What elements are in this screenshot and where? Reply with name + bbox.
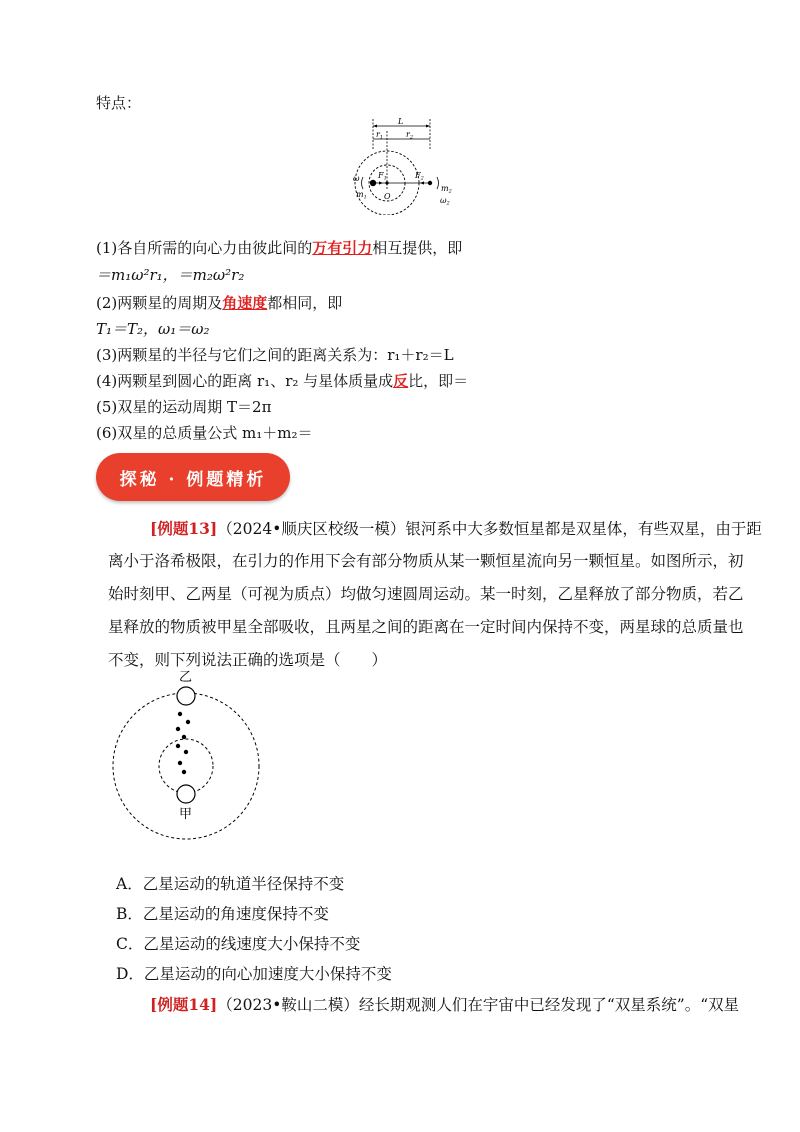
- binary-star-diagram: [350, 115, 460, 215]
- point-5: (5)双星的运动周期 T＝2π: [96, 398, 272, 416]
- example13-line4: 星释放的物质被甲星全部吸收，且两星之间的距离在一定时间内保持不变，两星球的总质量也: [108, 618, 744, 636]
- point-4-keyword: 反: [393, 372, 409, 390]
- label-m1-sub: 1: [363, 194, 367, 201]
- point-1-formula: ＝m₁ω²r₁，＝m₂ω²r₂: [96, 266, 245, 284]
- example14-text1: 经长期观测人们在宇宙中已经发现了“双星系统”。“双星: [358, 996, 740, 1014]
- svg-text:r2: [406, 130, 413, 141]
- example13-line3: 始时刻甲、乙两星（可视为质点）均做匀速圆周运动。某一时刻，乙星释放了部分物质，若乙: [108, 585, 744, 603]
- point-2-text-end: 都相同，即: [267, 294, 343, 312]
- point-2-text: (2)两颗星的周期及: [96, 294, 223, 312]
- label-r2: r: [406, 130, 410, 139]
- label-jia: 甲: [179, 807, 193, 822]
- point-1-text-end: 相互提供，即: [372, 239, 463, 257]
- label-L: L: [398, 117, 404, 126]
- example13-tag: [例题13]: [150, 519, 218, 538]
- label-F1: F: [378, 171, 384, 180]
- point-1: [96, 237, 462, 258]
- option-a: A．乙星运动的轨道半径保持不变: [116, 875, 345, 893]
- point-4: [96, 370, 468, 391]
- mass-transfer-diagram: [108, 666, 268, 846]
- point-4-text-end: 比，即＝: [408, 372, 469, 390]
- example13-source: （2024•顺庆区校级一模）: [217, 520, 406, 538]
- option-b: B．乙星运动的角速度保持不变: [116, 905, 329, 923]
- point-3: (3)两颗星的半径与它们之间的距离关系为：r₁＋r₂＝L: [96, 346, 454, 364]
- example14-line1: [150, 988, 739, 1022]
- label-r1: r: [376, 130, 380, 139]
- svg-text:ω2: [440, 196, 450, 207]
- point-2-keyword: 角速度: [222, 294, 268, 312]
- option-d: D．乙星运动的向心加速度大小保持不变: [116, 965, 392, 983]
- example13-line5: 不变，则下列说法正确的选项是（ ）: [108, 651, 388, 669]
- example14-source: （2023•鞍山二模）: [217, 996, 359, 1014]
- example13-line2: 离小于洛希极限，在引力的作用下会有部分物质从某一颗恒星流向另一颗恒星。如图所示，初: [108, 552, 744, 570]
- svg-text:r1: [376, 130, 383, 141]
- label-O: O: [384, 192, 391, 201]
- label-r1-sub: 1: [379, 134, 384, 141]
- option-c: C．乙星运动的线速度大小保持不变: [116, 935, 361, 953]
- intro-label: 特点：: [96, 94, 142, 112]
- label-F1-sub: 1: [383, 175, 387, 182]
- point-1-text: (1)各自所需的向心力由彼此间的: [96, 239, 313, 257]
- label-yi: 乙: [179, 670, 193, 685]
- label-m2-sub: 2: [448, 188, 452, 195]
- label-F2-sub: 2: [420, 175, 424, 182]
- section-banner: 探秘 · 例题精析: [96, 453, 290, 501]
- svg-text:m1: [356, 190, 367, 201]
- label-F2: F: [415, 171, 421, 180]
- label-omega2-sub: 2: [446, 200, 450, 207]
- label-r2-sub: 2: [409, 134, 414, 141]
- point-2: [96, 292, 342, 313]
- point-2-formula: T₁＝T₂，ω₁＝ω₂: [96, 320, 210, 338]
- point-1-keyword: 万有引力: [312, 239, 373, 257]
- svg-text:F2: [414, 171, 424, 182]
- example14-tag: [例题14]: [150, 995, 218, 1014]
- svg-text:F1: [377, 171, 387, 182]
- example13-text1: 银河系中大多数恒星都是双星体，有些双星，由于距: [405, 520, 762, 538]
- label-omega1: ω: [353, 174, 360, 183]
- label-omega2: ω: [440, 196, 447, 205]
- point-6: (6)双星的总质量公式 m₁＋m₂＝: [96, 424, 313, 442]
- svg-text:m2: [441, 184, 452, 195]
- example13-line1: [150, 512, 762, 546]
- point-4-text: (4)两颗星到圆心的距离 r₁、r₂ 与星体质量成: [96, 372, 394, 390]
- label-m1: m: [356, 190, 364, 199]
- label-m2: m: [441, 184, 449, 193]
